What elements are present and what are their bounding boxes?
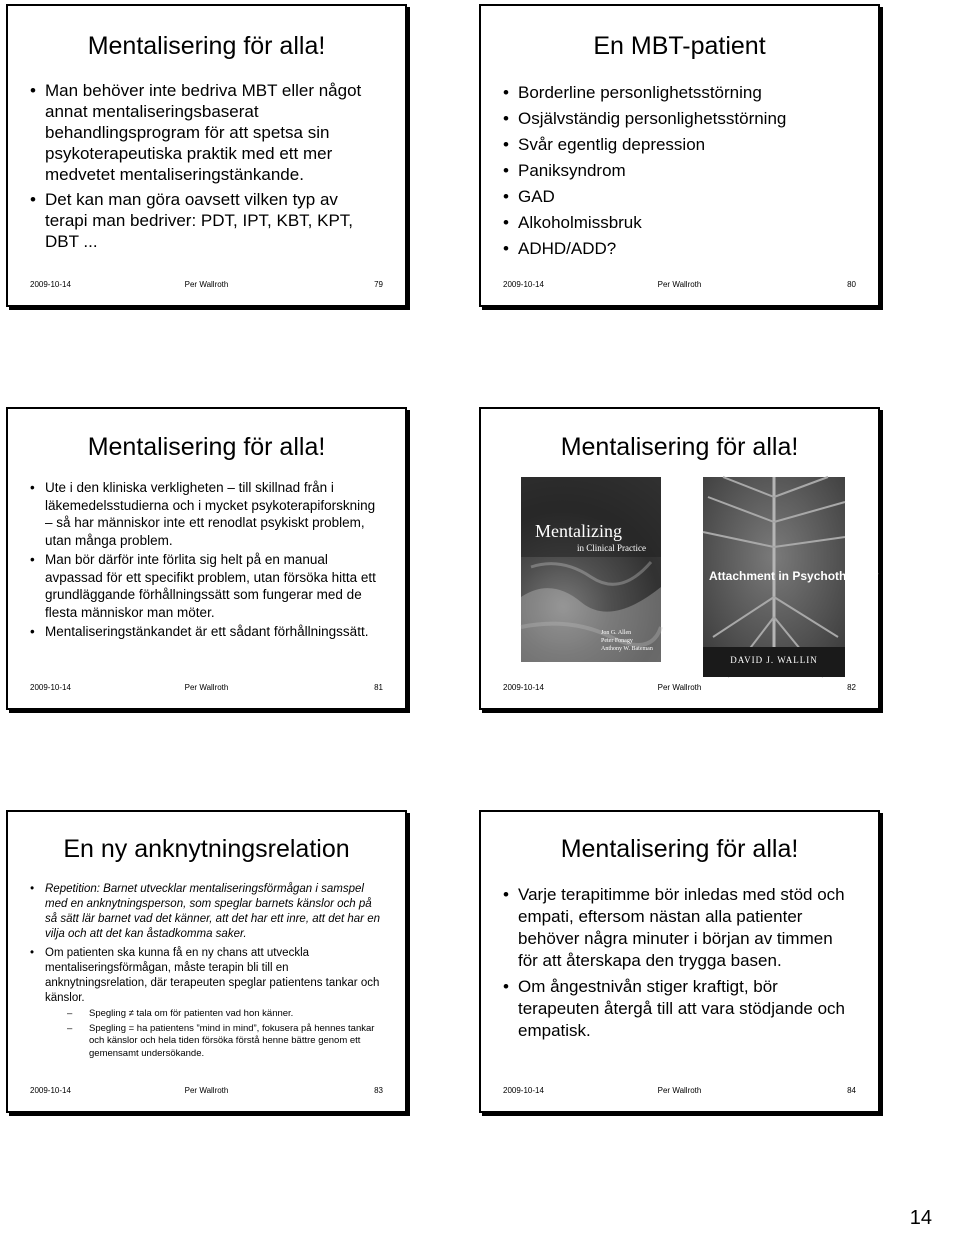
bullet-item: • Varje terapitimme bör inledas med stöd och empati, eftersom nästan alla patienter behöver några minuter i början av timmen för att återskapa den trygga basen. — [503, 884, 856, 972]
slide-title: En MBT-patient — [593, 32, 766, 60]
footer-date: 2009-10-14 — [503, 1086, 544, 1095]
bullet-item: • Ute i den kliniska verkligheten – till skillnad från i läkemedelsstudierna och i mycket psykoterapiforskning – så har människor inte ett renodlat psykiskt problem, utan många problem. — [30, 479, 383, 549]
bullet-item — [30, 946, 383, 1060]
footer-author: Per Wallroth — [657, 280, 702, 289]
slide-footer — [503, 683, 856, 695]
bullet-item: • Man bör därför inte förlita sig helt på en manual avpassad för ett specifikt problem, utan försöka hitta ett grundläggande förhållningssätt som fungerar med de flesta människor man möter. — [30, 551, 383, 621]
footer-slide-number: 82 — [847, 683, 856, 692]
bullet-item: • ADHD/ADD? — [503, 236, 856, 262]
footer-author: Per Wallroth — [184, 1086, 229, 1095]
slide-footer — [503, 280, 856, 292]
book-title — [709, 569, 878, 583]
slide-82 — [479, 407, 880, 710]
book-title-line2: in Clinical Practice — [577, 543, 646, 553]
book-author: Jon G. Allen — [601, 630, 632, 636]
bullet-item: • GAD — [503, 184, 856, 210]
slide-81 — [6, 407, 407, 710]
bullet-item: • Man behöver inte bedriva MBT eller något annat mentaliseringsbaserat behandlingsprogram för att spetsa sin psykoterapeutiska praktik med ett mer medvetet mentaliseringstänkande. — [30, 80, 383, 185]
slide-title: Mentalisering för alla! — [560, 433, 799, 461]
bullet-item: • Om ångestnivån stiger kraftigt, bör terapeuten återgå till att vara stödjande och empatisk. — [503, 976, 856, 1042]
bullet-item: • Borderline personlighetsstörning — [503, 80, 856, 106]
slide-title: En ny anknytningsrelation — [63, 835, 350, 863]
footer-slide-number: 83 — [374, 1086, 383, 1095]
footer-date: 2009-10-14 — [30, 280, 71, 289]
book-author: Anthony W. Bateman — [601, 646, 653, 652]
bullet-item: • Alkoholmissbruk — [503, 210, 856, 236]
footer-date: 2009-10-14 — [30, 1086, 71, 1095]
bullet-item: • Repetition: Barnet utvecklar mentaliseringsförmågan i samspel med en anknytningsperson, som speglar barnets känslor och på så sätt lär barnet vad det känner, att det har ett inre, att det har en vilja och att det kan åstadkomma saker. — [30, 882, 383, 942]
footer-date: 2009-10-14 — [30, 683, 71, 692]
slide-footer — [503, 1086, 856, 1098]
footer-slide-number: 81 — [374, 683, 383, 692]
footer-author: Per Wallroth — [657, 1086, 702, 1095]
slide-80 — [479, 4, 880, 307]
bullet-list — [503, 884, 856, 1042]
bullet-item: • Osjälvständig personlighetsstörning — [503, 106, 856, 132]
book-authors — [601, 629, 653, 653]
bullet-item: • Mentaliseringstänkandet är ett sådant förhållningssätt. — [30, 623, 383, 641]
sub-bullet-item: – Spegling = ha patientens ”mind in mind”, fokusera på hennes tankar och känslor och hela tiden försöka förstå henne bättre genom ett gemensamt undersökande. — [67, 1023, 383, 1061]
slide-83 — [6, 810, 407, 1113]
slide-footer — [30, 683, 383, 695]
sub-bullet-list — [67, 1008, 383, 1060]
book-title-line1: Mentalizing — [535, 521, 622, 541]
footer-slide-number: 84 — [847, 1086, 856, 1095]
footer-slide-number: 79 — [374, 280, 383, 289]
bullet-item: • Paniksyndrom — [503, 158, 856, 184]
bullet-list — [503, 80, 856, 262]
book-title-part: Psychotherapy — [792, 569, 879, 583]
bullet-text: Om patienten ska kunna få en ny chans att utveckla mentaliseringsförmågan, måste terapin bli till en anknytningsrelation, där terapeuten speglar patientens tankar och känslor. — [45, 947, 380, 1004]
slide-79 — [6, 4, 407, 307]
bullet-item: • Svår egentlig depression — [503, 132, 856, 158]
slide-footer — [30, 1086, 383, 1098]
book-author: DAVID J. WALLIN — [730, 655, 818, 665]
footer-slide-number: 80 — [847, 280, 856, 289]
sub-bullet-item: – Spegling ≠ tala om för patienten vad hon känner. — [67, 1008, 383, 1021]
book-title-part: Attachment in — [709, 569, 793, 583]
bullet-item: • Det kan man göra oavsett vilken typ av terapi man bedriver: PDT, IPT, KBT, KPT, DBT ... — [30, 189, 383, 252]
footer-author: Per Wallroth — [657, 683, 702, 692]
footer-author: Per Wallroth — [184, 280, 229, 289]
footer-date: 2009-10-14 — [503, 280, 544, 289]
page-number: 14 — [909, 1207, 932, 1229]
slide-title: Mentalisering för alla! — [87, 433, 326, 461]
bullet-list — [30, 479, 383, 641]
slide-title: Mentalisering för alla! — [560, 835, 799, 863]
slide-84 — [479, 810, 880, 1113]
footer-date: 2009-10-14 — [503, 683, 544, 692]
footer-author: Per Wallroth — [184, 683, 229, 692]
slide-title: Mentalisering för alla! — [87, 32, 326, 60]
book-cover-mentalizing — [521, 477, 661, 662]
book-author: Peter Fonagy — [601, 638, 633, 644]
book-cover-attachment — [703, 477, 879, 677]
bullet-list — [30, 80, 383, 252]
bullet-list — [30, 882, 383, 1060]
slide-footer — [30, 280, 383, 292]
